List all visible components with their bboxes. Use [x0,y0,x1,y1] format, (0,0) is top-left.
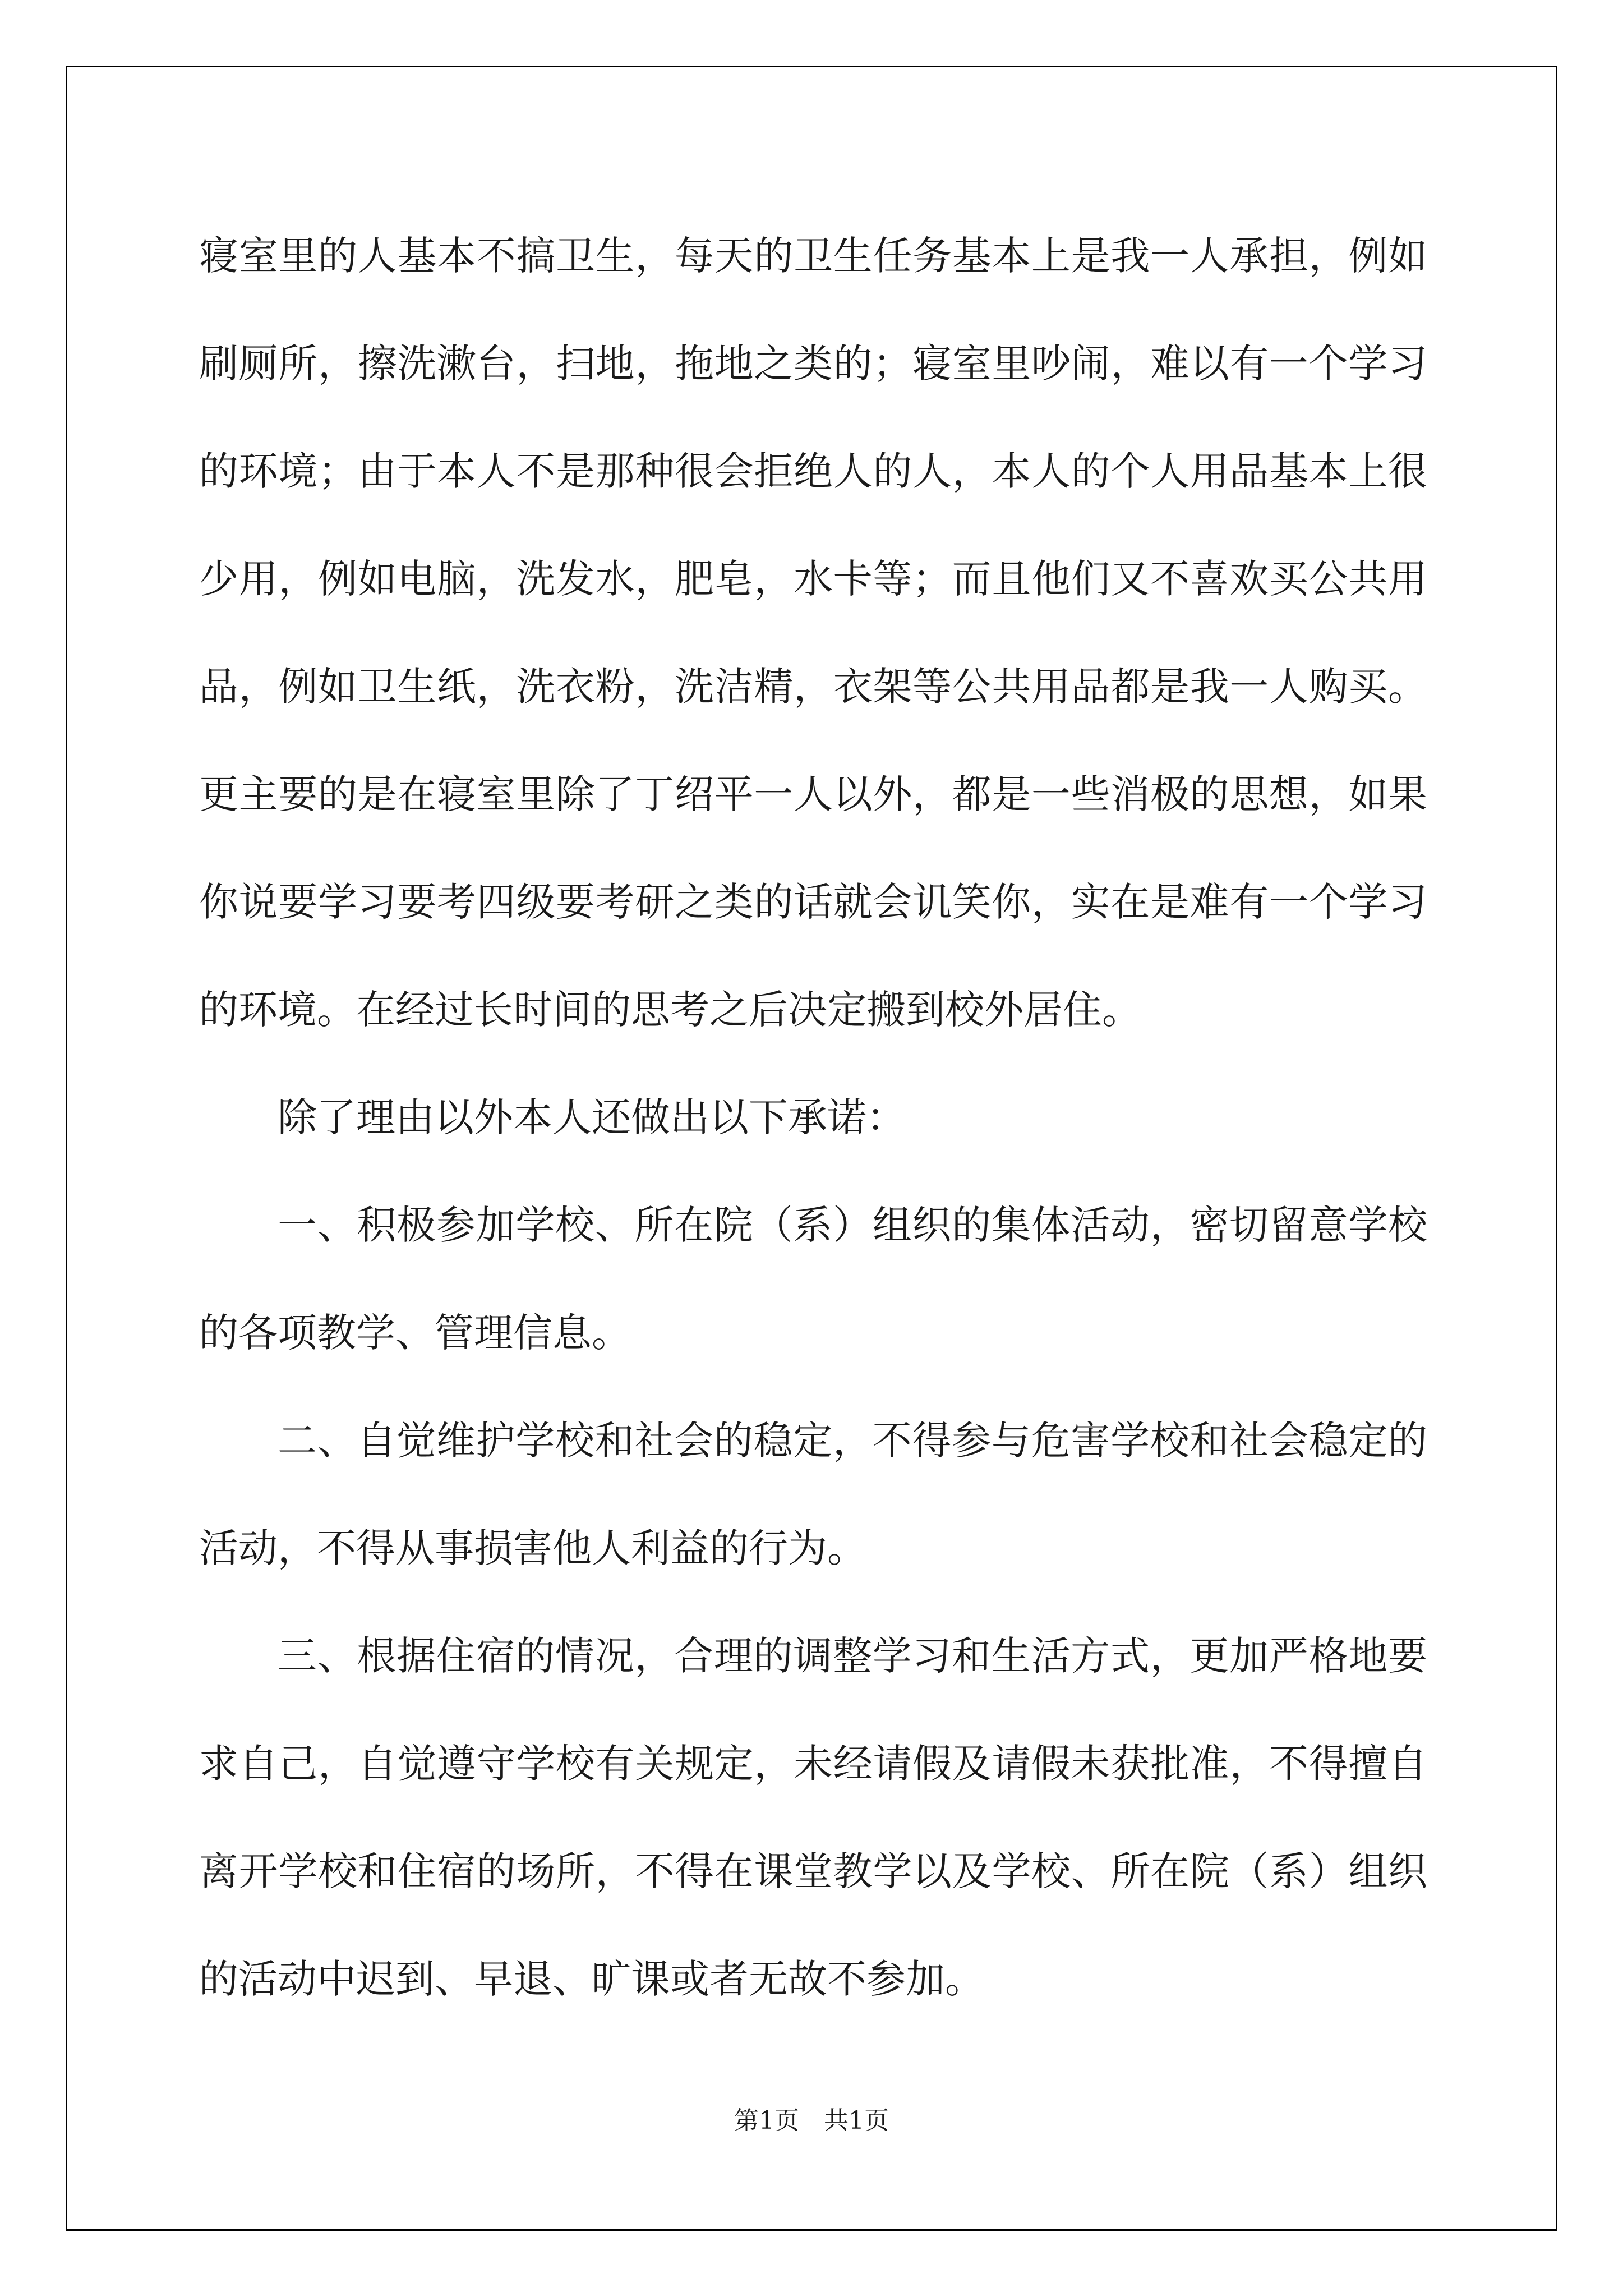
page-footer [0,2100,1623,2136]
paragraph-3: 一、积极参加学校、所在院（系）组织的集体活动，密切留意学校的各项教学、管理信息。 [199,1202,1427,1356]
paragraph-5: 三、根据住宿的情况，合理的调整学习和生活方式，更加严格地要求自己，自觉遵守学校有关规定，未经请假及请假未获批准，不得擅自离开学校和住宿的场所，不得在课堂教学以及学校、所在院（系）组织的活动中迟到、早退、旷课或者无故不参加。 [199,1633,1427,2002]
page-number-label: 第1页 共1页 [734,2106,889,2135]
document-body [199,202,1427,2033]
paragraph-4: 二、自觉维护学校和社会的稳定，不得参与危害学校和社会稳定的活动，不得从事损害他人利益的行为。 [199,1418,1427,1571]
paragraph-1: 寝室里的人基本不搞卫生，每天的卫生任务基本上是我一人承担，例如刷厕所，擦洗漱台，扫地，拖地之类的；寝室里吵闹，难以有一个学习的环境；由于本人不是那种很会拒绝人的人，本人的个人用品基本上很少用，例如电脑，洗发水，肥皂，水卡等；而且他们又不喜欢买公共用品，例如卫生纸，洗衣粉，洗洁精，衣架等公共用品都是我一人购买。更主要的是在寝室里除了丁绍平一人以外，都是一些消极的思想，如果你说要学习要考四级要考研之类的话就会讥笑你，实在是难有一个学习的环境。在经过长时间的思考之后决定搬到校外居住。 [199,233,1427,1033]
paragraph-2: 除了理由以外本人还做出以下承诺： [278,1094,906,1140]
